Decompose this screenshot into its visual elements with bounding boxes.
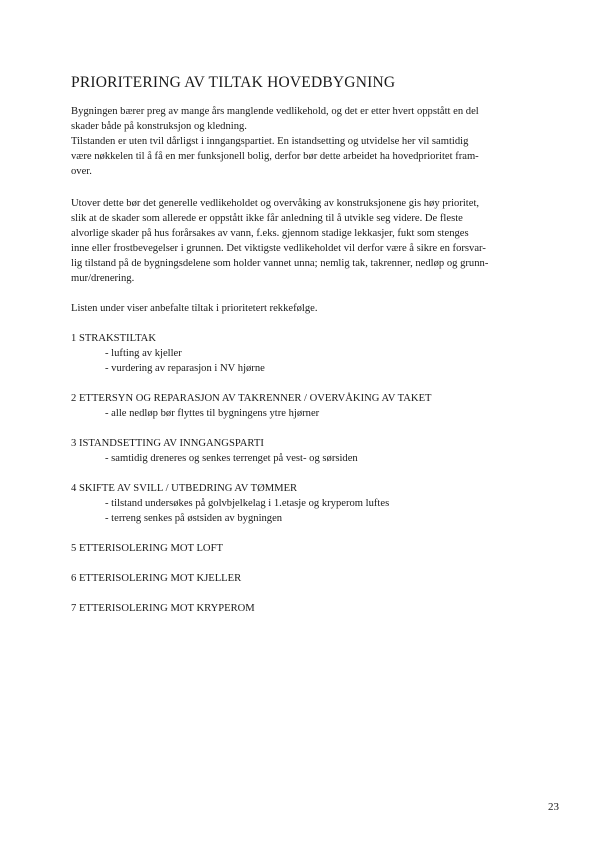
page-title: PRIORITERING AV TILTAK HOVEDBYGNING [71, 74, 396, 91]
paragraph-line: Tilstanden er uten tvil dårligst i inngangspartiet. En istandsetting og utvidelse her vil samtidig [71, 136, 469, 147]
priority-section-2 [71, 391, 432, 421]
paragraph-line: inne eller frostbevegelser i grunnen. Det viktigste vedlikeholdet vil derfor være å sikre en forsvar- [71, 243, 486, 254]
paragraph-line: være nøkkelen til å få en mer funksjonell bolig, derfor bør dette arbeidet ha hovedprioritet fram- [71, 151, 479, 162]
paragraph-line: lig tilstand på de bygningsdelene som holder vannet unna; nemlig tak, takrenner, nedløp og grunn- [71, 258, 489, 269]
list-intro-paragraph [71, 301, 541, 316]
section-item: - alle nedløp bør flyttes til bygningens ytre hjørner [105, 408, 320, 419]
section-item: - samtidig dreneres og senkes terrenget på vest- og sørsiden [105, 453, 358, 464]
section-heading: 6 ETTERISOLERING MOT KJELLER [71, 573, 242, 584]
section-heading: 4 SKIFTE AV SVILL / UTBEDRING AV TØMMER [71, 483, 298, 494]
priority-section-3 [71, 436, 358, 466]
priority-section-6 [71, 571, 241, 586]
section-heading: 1 STRAKSTILTAK [71, 333, 156, 344]
paragraph-line: mur/drenering. [71, 273, 135, 284]
section-heading: 2 ETTERSYN OG REPARASJON AV TAKRENNER / OVERVÅKING AV TAKET [71, 393, 432, 404]
section-item: - vurdering av reparasjon i NV hjørne [105, 363, 265, 374]
section-heading: 3 ISTANDSETTING AV INNGANGSPARTI [71, 438, 264, 449]
paragraph-line: Bygningen bærer preg av mange års manglende vedlikehold, og det er etter hvert oppstått en del [71, 106, 479, 117]
paragraph-line: over. [71, 166, 92, 177]
maintenance-paragraph [71, 196, 541, 286]
intro-paragraph [71, 104, 541, 179]
section-item: - lufting av kjeller [105, 348, 182, 359]
section-item: - tilstand undersøkes på golvbjelkelag i 1.etasje og kryperom luftes [105, 498, 390, 509]
priority-section-7 [71, 601, 255, 616]
section-heading: 5 ETTERISOLERING MOT LOFT [71, 543, 223, 554]
section-item: - terreng senkes på østsiden av bygningen [105, 513, 283, 524]
paragraph-line: alvorlige skader på hus forårsakes av vann, f.eks. gjennom stadige lekkasjer, fukt som stenges [71, 228, 469, 239]
paragraph-line: Listen under viser anbefalte tiltak i prioritetert rekkefølge. [71, 303, 318, 314]
paragraph-line: Utover dette bør det generelle vedlikeholdet og overvåking av konstruksjonene gis høy prioritet, [71, 198, 480, 209]
paragraph-line: skader både på konstruksjon og kledning. [71, 121, 247, 132]
priority-section-5 [71, 541, 223, 556]
paragraph-line: slik at de skader som allerede er oppstått ikke får anledning til å utvikle seg videre. De fleste [71, 213, 463, 224]
page-number: 23 [548, 801, 559, 813]
priority-section-4 [71, 481, 389, 526]
priority-section-1 [71, 331, 265, 376]
section-heading: 7 ETTERISOLERING MOT KRYPEROM [71, 603, 255, 614]
